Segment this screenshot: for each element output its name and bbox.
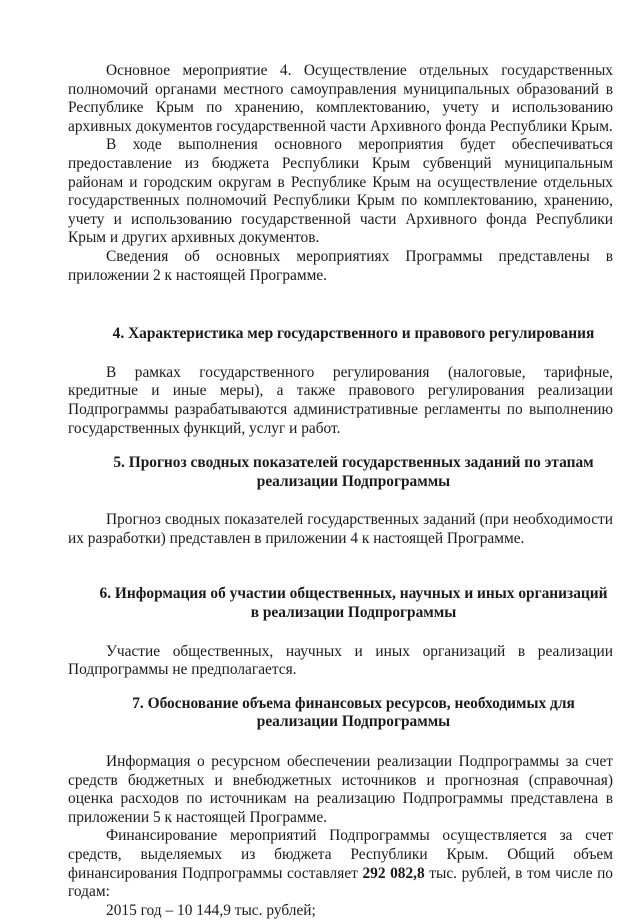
paragraph-main-activity-4: Основное мероприятие 4. Осуществление отдельных государственных полномочий органами местного самоуправления муниципальных образований в Республике Крым по хранению, комплектованию, учету и использованию архивных документов государственной части Архивного фонда Республики Крым.: [68, 62, 613, 135]
section-heading-5: [68, 454, 613, 491]
section-heading-6: [68, 585, 613, 622]
section-heading-7-line-1: 7. Обоснование объема финансовых ресурсов, необходимых для: [132, 694, 575, 712]
financing-text-after: тыс. рублей, в том числе по годам:: [68, 864, 614, 901]
section-heading-4: 4. Характеристика мер государственного и правового регулирования: [112, 325, 595, 343]
paragraph-activities-reference: Сведения об основных мероприятиях Программы представлены в приложении 2 к настоящей Программе.: [68, 247, 613, 284]
section-heading-5-line-1: 5. Прогноз сводных показателей государственных заданий по этапам: [113, 454, 594, 472]
section-heading-6-line-2: в реализации Подпрограммы: [250, 604, 457, 622]
paragraph-regulation: В рамках государственного регулирования (налоговые, тарифные, кредитные и иные меры), а также правового регулирования реализации Подпрограммы разрабатываются административные регламенты по выполнению государственных функций, услуг и работ.: [68, 363, 613, 437]
financing-total-amount: 292 082,8: [362, 864, 425, 882]
paragraph-resource-info: Информация о ресурсном обеспечении реализации Подпрограммы за счет средств бюджетных и внебюджетных источников и прогнозная (справочная) оценка расходов по источникам на реализацию Подпрограммы представлена в приложении 5 к настоящей Программе.: [68, 753, 613, 826]
paragraph-participation: Участие общественных, научных и иных организаций в реализации Подпрограммы не предполагается.: [68, 642, 613, 679]
section-heading-6-line-1: 6. Информация об участии общественных, научных и иных организаций: [99, 585, 608, 603]
paragraph-financing: [68, 827, 613, 901]
paragraph-forecast: Прогноз сводных показателей государственных заданий (при необходимости их разработки) представлен в приложении 4 к настоящей Программе.: [68, 511, 613, 547]
paragraph-year-2015: 2015 год – 10 144,9 тыс. рублей;: [106, 901, 316, 919]
paragraph-activity-4-details: В ходе выполнения основного мероприятия будет обеспечиваться предоставление из бюджета Республики Крым субвенций муниципальным районам и городским округам в Республике Крым на осуществление отдельных государственных полномочий Республики Крым по комплектованию, хранению, учету и использованию государственной части Архивного фонда Республики Крым и других архивных документов.: [68, 136, 613, 247]
section-heading-5-line-2: реализации Подпрограммы: [256, 472, 451, 490]
section-heading-7: [68, 695, 613, 732]
financing-text-before: Финансирование мероприятий Подпрограммы осуществляется за счет средств, выделяемых из бюджета Республики Крым. Общий объем финансирования Подпрограммы составляет: [68, 827, 613, 882]
section-heading-7-line-2: реализации Подпрограммы: [256, 713, 451, 731]
